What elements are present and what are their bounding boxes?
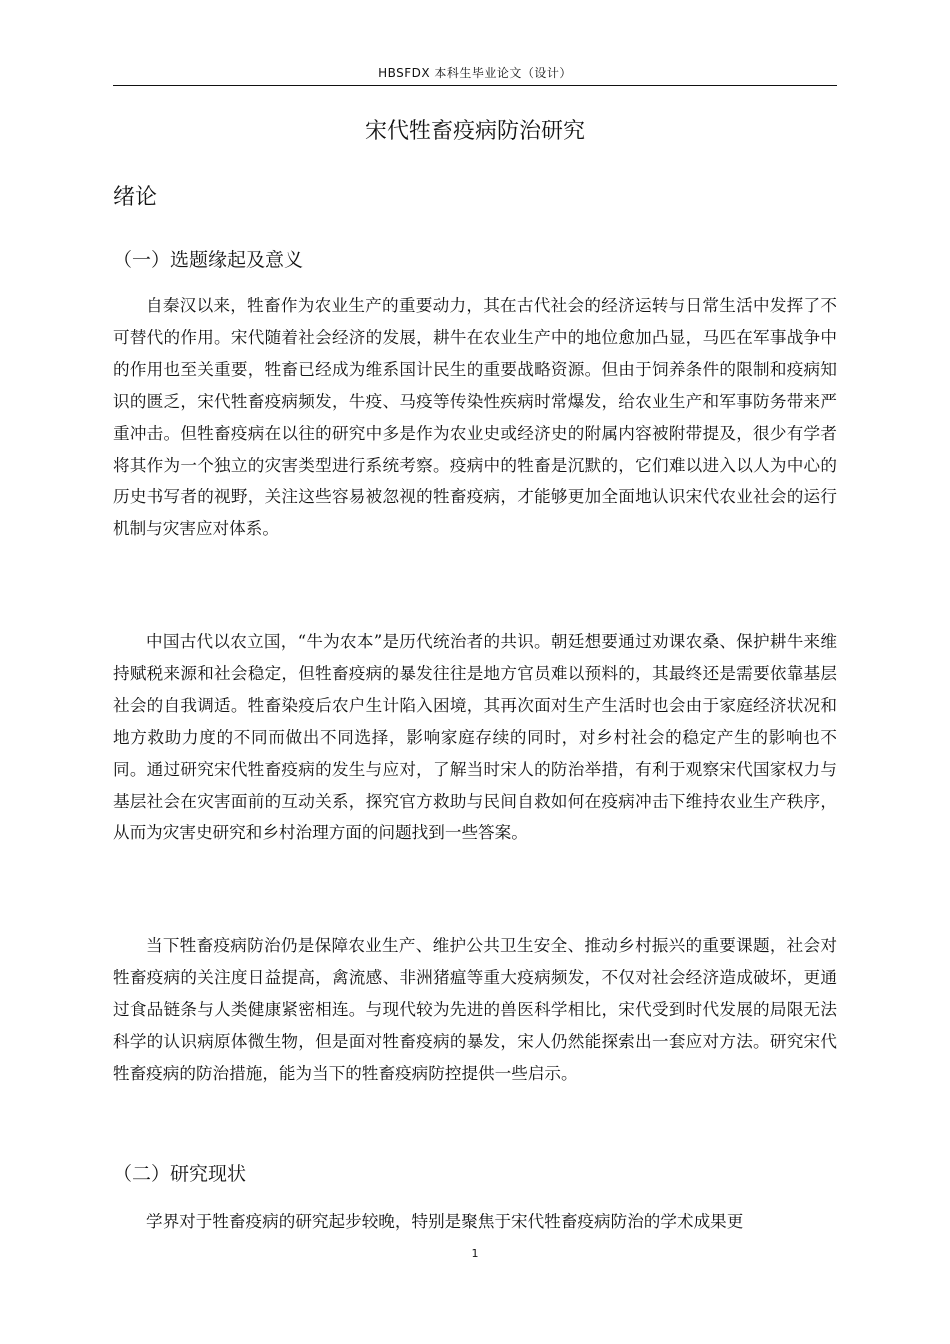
paragraph-2: 中国古代以农立国，“牛为农本”是历代统治者的共识。朝廷想要通过劝课农桑、保护耕牛来维持赋税来源和社会稳定，但牲畜疫病的暴发往往是地方官员难以预料的，其最终还是需要依靠基层社会的自我调适。牲畜染疫后农户生计陷入困境，其再次面对生产生活时也会由于家庭经济状况和地方救助力度的不同而做出不同选择，影响家庭存续的同时，对乡村社会的稳定产生的影响也不同。通过研究宋代牲畜疫病的发生与应对，了解当时宋人的防治举措，有利于观察宋代国家权力与基层社会在灾害面前的互动关系，探究官方救助与民间自救如何在疫病冲击下维持农业生产秩序，从而为灾害史研究和乡村治理方面的问题找到一些答案。 — [113, 632, 837, 843]
running-header: HBSFDX 本科生毕业论文（设计） — [378, 66, 572, 80]
paragraph-4: 学界对于牲畜疫病的研究起步较晚，特别是聚焦于宋代牲畜疫病防治的学术成果更 — [146, 1212, 744, 1231]
chapter-heading: 绪论 — [113, 185, 158, 210]
header-divider — [113, 85, 837, 86]
section-heading-2: （二）研究现状 — [113, 1163, 247, 1185]
paragraph-3: 当下牲畜疫病防治仍是保障农业生产、维护公共卫生安全、推动乡村振兴的重要课题，社会对牲畜疫病的关注度日益提高，禽流感、非洲猪瘟等重大疫病频发，不仅对社会经济造成破坏，更通过食品链条与人类健康紧密相连。与现代较为先进的兽医科学相比，宋代受到时代发展的局限无法科学的认识病原体微生物，但是面对牲畜疫病的暴发，宋人仍然能探索出一套应对方法。研究宋代牲畜疫病的防治措施，能为当下的牲畜疫病防控提供一些启示。 — [113, 936, 837, 1083]
section-heading-1: （一）选题缘起及意义 — [113, 249, 304, 271]
paragraph-1: 自秦汉以来，牲畜作为农业生产的重要动力，其在古代社会的经济运转与日常生活中发挥了不可替代的作用。宋代随着社会经济的发展，耕牛在农业生产中的地位愈加凸显，马匹在军事战争中的作用也至关重要，牲畜已经成为维系国计民生的重要战略资源。但由于饲养条件的限制和疫病知识的匮乏，宋代牲畜疫病频发，牛疫、马疫等传染性疾病时常爆发，给农业生产和军事防务带来严重冲击。但牲畜疫病在以往的研究中多是作为农业史或经济史的附属内容被附带提及，很少有学者将其作为一个独立的灾害类型进行系统考察。疫病中的牲畜是沉默的，它们难以进入以人为中心的历史书写者的视野，关注这些容易被忽视的牲畜疫病，才能够更加全面地认识宋代农业社会的运行机制与灾害应对体系。 — [113, 296, 837, 539]
document-title: 宋代牲畜疫病防治研究 — [364, 119, 585, 144]
page-number: 1 — [471, 1247, 479, 1260]
